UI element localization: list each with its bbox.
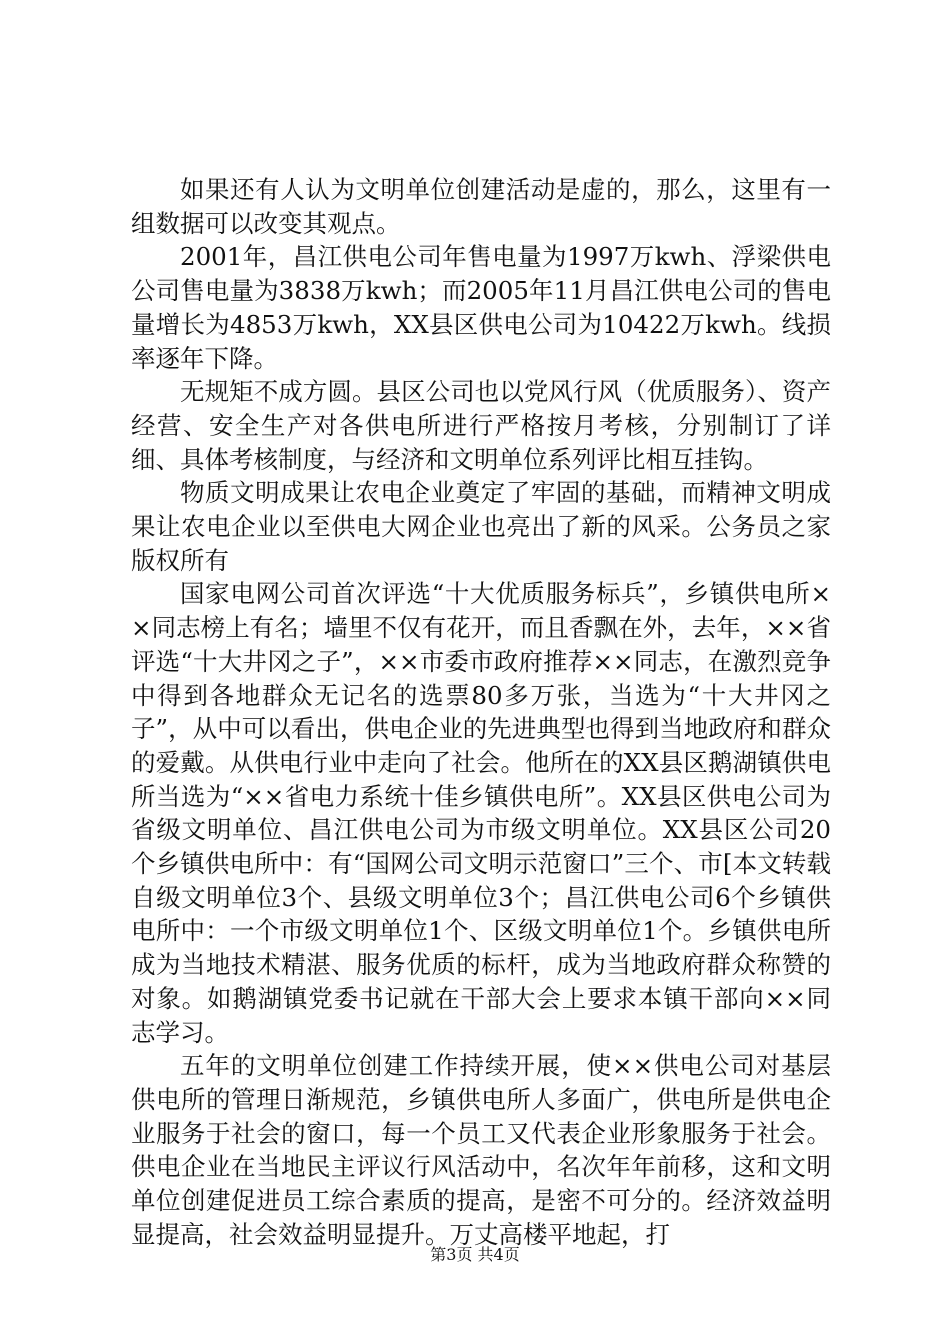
page-number-footer: 第3页 共4页: [430, 1245, 520, 1264]
paragraph-6: 五年的文明单位创建工作持续开展，使××供电公司对基层供电所的管理日渐规范，乡镇供电所人多面广，供电所是供电企业服务于社会的窗口，每一个员工又代表企业形象服务于社会。供电企业在当地民主评议行风活动中，名次年年前移，这和文明单位创建促进员工综合素质的提高，是密不可分的。经济效益明显提高，社会效益明显提升。万丈高楼平地起，打: [131, 1051, 831, 1249]
paragraph-1: 如果还有人认为文明单位创建活动是虚的，那么，这里有一组数据可以改变其观点。: [131, 175, 831, 238]
paragraph-5: 国家电网公司首次评选“十大优质服务标兵”，乡镇供电所××同志榜上有名；墙里不仅有花开，而且香飘在外，去年，××省评选“十大井冈之子”，××市委市政府推荐××同志，在激烈竞争中得到各地群众无记名的选票80多万张，当选为“十大井冈之子”，从中可以看出，供电企业的先进典型也得到当地政府和群众的爱戴。从供电行业中走向了社会。他所在的XX县区鹅湖镇供电所当选为“××省电力系统十佳乡镇供电所”。XX县区供电公司为省级文明单位、昌江供电公司为市级文明单位。XX县区公司20个乡镇供电所中：有“国网公司文明示范窗口”三个、市[本文转载自级文明单位3个、县级文明单位3个；昌江供电公司6个乡镇供电所中：一个市级文明单位1个、区级文明单位1个。乡镇供电所成为当地技术精湛、服务优质的标杆，成为当地政府群众称赞的对象。如鹅湖镇党委书记就在干部大会上要求本镇干部向××同志学习。: [131, 579, 831, 1047]
document-body: [131, 173, 831, 1252]
paragraph-4: 物质文明成果让农电企业奠定了牢固的基础，而精神文明成果让农电企业以至供电大网企业也亮出了新的风采。公务员之家版权所有: [131, 478, 831, 575]
paragraph-2: 2001年，昌江供电公司年售电量为1997万kwh、浮梁供电公司售电量为3838万kwh；而2005年11月昌江供电公司的售电量增长为4853万kwh，XX县区供电公司为10422万kwh。线损率逐年下降。: [131, 242, 831, 373]
paragraph-3: 无规矩不成方圆。县区公司也以党风行风（优质服务）、资产经营、安全生产对各供电所进行严格按月考核，分别制订了详细、具体考核制度，与经济和文明单位系列评比相互挂钩。: [131, 377, 831, 474]
